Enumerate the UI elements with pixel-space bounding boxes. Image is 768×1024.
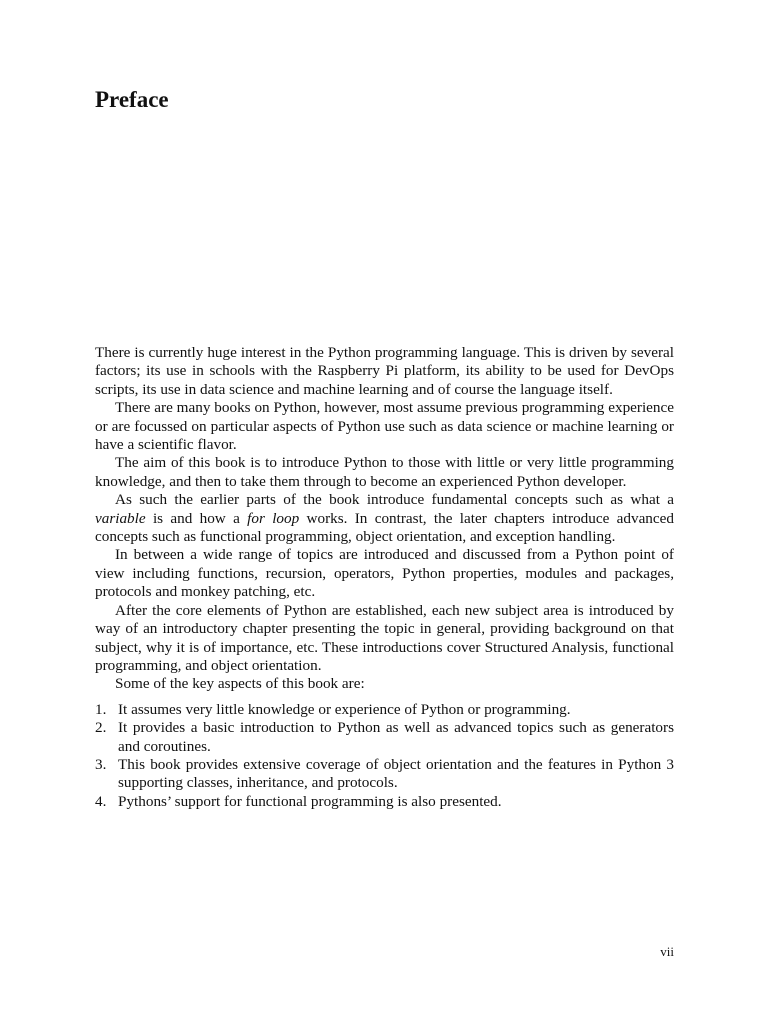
chapter-title: Preface	[95, 87, 169, 112]
list-item-number: 4.	[95, 792, 107, 810]
italic-term-for-loop: for loop	[247, 509, 300, 527]
preface-body	[95, 344, 674, 811]
list-item-number: 2.	[95, 719, 107, 737]
list-item-text: It provides a basic introduction to Python as well as advanced topics such as generators and coroutines.	[118, 719, 674, 755]
list-item-text: It assumes very little knowledge or experience of Python or programming.	[118, 700, 571, 718]
paragraph-4-text-2: is and how a	[145, 509, 248, 527]
list-item-text: This book provides extensive coverage of object orientation and the features in Python 3 supporting classes, inheritance, and protocols.	[118, 755, 674, 792]
paragraph-7: Some of the key aspects of this book are:	[115, 675, 365, 693]
page-number: vii	[660, 944, 674, 959]
list-item-number: 1.	[95, 700, 107, 718]
list-item	[95, 701, 674, 719]
paragraph-3: The aim of this book is to introduce Python to those with little or very little programming knowledge, and then to take them through to become an experienced Python developer.	[95, 454, 674, 490]
list-item-number: 3.	[95, 755, 107, 773]
paragraph-2: There are many books on Python, however, most assume previous programming experience or are focussed on particular aspects of Python use such as data science or machine learning or have a scientific flavor.	[95, 399, 674, 454]
paragraph-4	[95, 491, 674, 546]
paragraph-1: There is currently huge interest in the Python programming language. This is driven by several factors; its use in schools with the Raspberry Pi platform, its ability to be used for DevOps scripts, its use in data science and machine learning and of course the language itself.	[95, 344, 674, 398]
italic-term-variable: variable	[95, 509, 146, 527]
paragraph-4-text-1: As such the earlier parts of the book introduce fundamental concepts such as what a	[115, 491, 674, 509]
paragraph-5: In between a wide range of topics are introduced and discussed from a Python point of view including functions, recursion, operators, Python properties, modules and packages, protocols and monkey patching, etc.	[95, 546, 674, 601]
paragraph-4-text-3: works. In contrast, the later chapters introduce advanced concepts such as functional programming, object orientation, and exception handling.	[95, 509, 674, 546]
paragraph-6: After the core elements of Python are established, each new subject area is introduced by way of an introductory chapter presenting the topic in general, providing background on that subject, why it is of importance, etc. These introductions cover Structured Analysis, functional programming, and object orientation.	[95, 601, 674, 674]
key-aspects-list	[95, 701, 674, 811]
list-item	[95, 719, 674, 756]
list-item-text: Pythons’ support for functional programming is also presented.	[118, 792, 502, 810]
list-item	[95, 756, 674, 793]
list-item	[95, 793, 674, 811]
